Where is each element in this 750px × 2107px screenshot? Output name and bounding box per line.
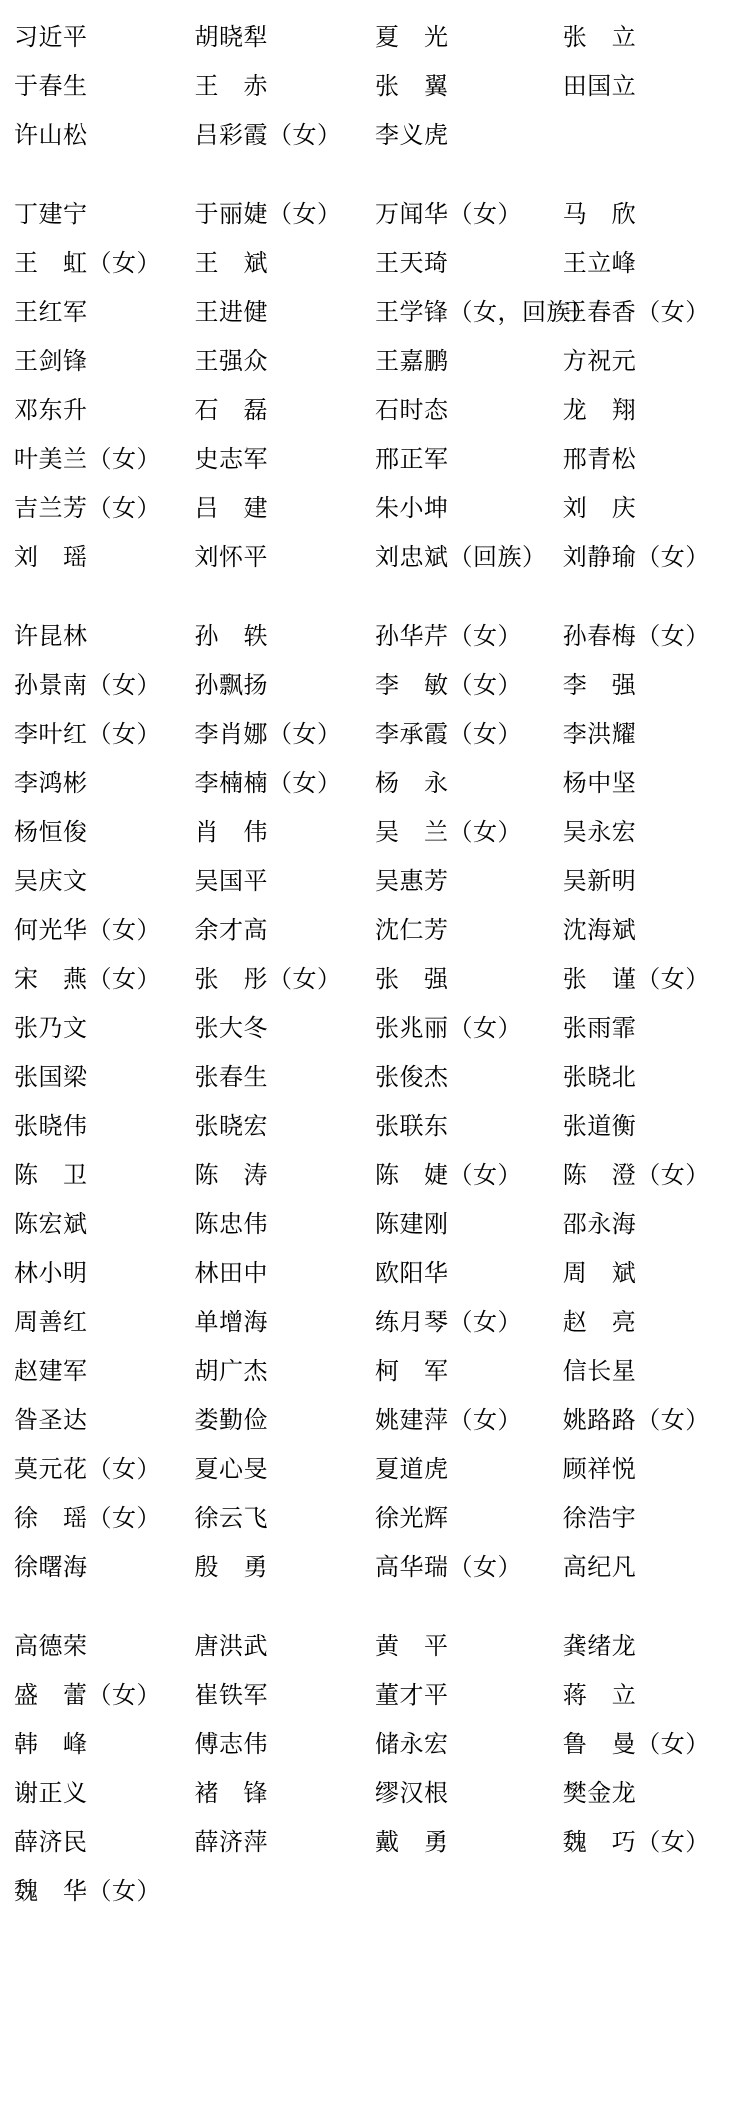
table-row: [14, 1864, 736, 1913]
name-cell: 高德荣: [14, 1632, 88, 1660]
name-cell: 莫元花（女）: [14, 1455, 161, 1483]
name-cell: 谢正义: [14, 1779, 88, 1807]
name-cell: 单增海: [194, 1308, 268, 1336]
name-cell: 王强众: [194, 347, 268, 375]
table-row: [14, 1148, 736, 1197]
table-row: [14, 187, 736, 236]
name-cell: 陈建刚: [375, 1210, 449, 1238]
name-cell: 李义虎: [375, 121, 449, 149]
name-cell: 徐浩宇: [562, 1504, 637, 1532]
name-cell: 张 彤（女）: [194, 965, 342, 993]
name-cell: 储永宏: [375, 1730, 449, 1758]
name-roster-table: [14, 10, 736, 1913]
group-spacer: [14, 579, 736, 609]
name-cell: 张春生: [194, 1063, 268, 1091]
name-cell: 张兆丽（女）: [375, 1014, 522, 1042]
table-row: [14, 481, 736, 530]
name-cell: 娄勤俭: [194, 1406, 268, 1434]
table-row: [14, 10, 736, 59]
name-cell: 孙华芹（女）: [375, 622, 522, 650]
name-cell: 王学锋（女，回族）: [375, 298, 596, 326]
name-cell: 龚绪龙: [562, 1632, 637, 1660]
table-row: [14, 236, 736, 285]
name-cell: 张晓北: [562, 1063, 637, 1091]
name-cell: 方祝元: [562, 347, 637, 375]
name-cell: 邓东升: [14, 396, 88, 424]
name-cell: 顾祥悦: [562, 1455, 637, 1483]
name-cell: 刘忠斌（回族）: [375, 543, 547, 571]
table-row: [14, 383, 736, 432]
table-row: [14, 1717, 736, 1766]
name-cell: [375, 1864, 563, 1913]
name-cell: 蒋 立: [562, 1681, 637, 1709]
name-cell: 黄 平: [375, 1632, 449, 1660]
table-row: [14, 1246, 736, 1295]
name-cell: 朱小坤: [375, 494, 449, 522]
table-row: [14, 1442, 736, 1491]
table-row: [14, 530, 736, 579]
name-cell: 邢正军: [375, 445, 449, 473]
name-cell: 许昆林: [14, 622, 88, 650]
name-cell: 沈海斌: [562, 916, 637, 944]
name-cell: 宋 燕（女）: [14, 965, 161, 993]
name-cell: 殷 勇: [194, 1553, 268, 1581]
name-cell: 徐光辉: [375, 1504, 449, 1532]
table-row: [14, 707, 736, 756]
name-cell: 樊金龙: [562, 1779, 637, 1807]
table-row: [14, 1766, 736, 1815]
name-cell: [195, 1864, 376, 1913]
name-cell: 王 斌: [194, 249, 268, 277]
name-cell: 杨 永: [375, 769, 449, 797]
name-cell: 徐云飞: [194, 1504, 268, 1532]
name-cell: 赵 亮: [562, 1308, 637, 1336]
table-row: [14, 1197, 736, 1246]
table-row: [14, 1001, 736, 1050]
name-cell: 吴永宏: [562, 818, 637, 846]
name-roster-body: [14, 10, 736, 1913]
name-cell: 吴惠芳: [375, 867, 449, 895]
table-row: [14, 1668, 736, 1717]
name-cell: 魏 华（女）: [14, 1877, 161, 1905]
table-row: [14, 1099, 736, 1148]
name-cell: 陈 澄（女）: [562, 1161, 710, 1189]
table-row: [14, 1295, 736, 1344]
name-cell: 王立峰: [562, 249, 637, 277]
name-cell: 高纪凡: [562, 1553, 637, 1581]
name-cell: 林田中: [194, 1259, 268, 1287]
name-cell: 鲁 曼（女）: [562, 1730, 710, 1758]
name-cell: 石时态: [375, 396, 449, 424]
name-cell: 叶美兰（女）: [14, 445, 161, 473]
name-cell: 张道衡: [562, 1112, 637, 1140]
name-cell: 欧阳华: [375, 1259, 449, 1287]
name-cell: 张乃文: [14, 1014, 88, 1042]
name-cell: 李洪耀: [562, 720, 637, 748]
name-cell: 吴 兰（女）: [375, 818, 522, 846]
name-cell: 李 敏（女）: [375, 671, 522, 699]
name-cell: 吴新明: [562, 867, 637, 895]
name-cell: 刘 庆: [562, 494, 637, 522]
name-cell: 丁建宁: [14, 200, 88, 228]
table-row: [14, 1050, 736, 1099]
name-cell: 褚 锋: [194, 1779, 268, 1807]
name-cell: 龙 翔: [562, 396, 637, 424]
name-cell: 夏 光: [375, 23, 449, 51]
name-cell: 张晓伟: [14, 1112, 88, 1140]
name-cell: 万闻华（女）: [375, 200, 522, 228]
name-cell: 张雨霏: [562, 1014, 637, 1042]
name-cell: 李 强: [562, 671, 637, 699]
name-cell: 柯 军: [375, 1357, 449, 1385]
table-row: [14, 334, 736, 383]
name-cell: 张俊杰: [375, 1063, 449, 1091]
table-row: [14, 108, 736, 157]
name-cell: 徐曙海: [14, 1553, 88, 1581]
name-cell: 张 立: [562, 23, 637, 51]
name-cell: 姚路路（女）: [562, 1406, 710, 1434]
name-cell: 张 谨（女）: [562, 965, 710, 993]
name-cell: 缪汉根: [375, 1779, 449, 1807]
name-cell: 李肖娜（女）: [194, 720, 342, 748]
name-cell: 周善红: [14, 1308, 88, 1336]
group-spacer: [14, 157, 736, 187]
name-cell: 张大冬: [194, 1014, 268, 1042]
table-row: [14, 1619, 736, 1668]
name-cell: 孙春梅（女）: [562, 622, 710, 650]
name-cell: 习近平: [14, 23, 88, 51]
name-cell: [563, 108, 736, 157]
name-cell: [563, 1864, 736, 1913]
name-cell: 薛济民: [14, 1828, 88, 1856]
name-cell: 刘静瑜（女）: [562, 543, 710, 571]
name-cell: 董才平: [375, 1681, 449, 1709]
name-cell: 余才高: [194, 916, 268, 944]
name-cell: 傅志伟: [194, 1730, 268, 1758]
name-cell: 胡晓犁: [194, 23, 268, 51]
name-cell: 薛济萍: [194, 1828, 268, 1856]
name-cell: 陈忠伟: [194, 1210, 268, 1238]
name-cell: 张国梁: [14, 1063, 88, 1091]
name-cell: 邢青松: [562, 445, 637, 473]
name-cell: 吴庆文: [14, 867, 88, 895]
name-cell: 孙飘扬: [194, 671, 268, 699]
name-cell: 许山松: [14, 121, 88, 149]
name-cell: 邵永海: [562, 1210, 637, 1238]
name-cell: 夏道虎: [375, 1455, 449, 1483]
name-cell: 李楠楠（女）: [194, 769, 342, 797]
name-cell: 赵建军: [14, 1357, 88, 1385]
name-cell: 田国立: [562, 72, 637, 100]
name-cell: 张 强: [375, 965, 449, 993]
name-cell: 戴 勇: [375, 1828, 449, 1856]
table-row: [14, 1344, 736, 1393]
name-cell: 石 磊: [194, 396, 268, 424]
table-row: [14, 285, 736, 334]
name-cell: 高华瑞（女）: [375, 1553, 522, 1581]
name-cell: 王进健: [194, 298, 268, 326]
name-cell: 杨恒俊: [14, 818, 88, 846]
name-cell: 陈 卫: [14, 1161, 88, 1189]
table-row: [14, 854, 736, 903]
name-cell: 李鸿彬: [14, 769, 88, 797]
name-cell: 杨中坚: [562, 769, 637, 797]
name-cell: 刘 瑶: [14, 543, 88, 571]
name-cell: 王 虹（女）: [14, 249, 161, 277]
name-cell: 吉兰芳（女）: [14, 494, 161, 522]
name-cell: 胡广杰: [194, 1357, 268, 1385]
name-cell: 张联东: [375, 1112, 449, 1140]
name-cell: 史志军: [194, 445, 268, 473]
name-cell: 于春生: [14, 72, 88, 100]
table-row: [14, 658, 736, 707]
table-row: [14, 952, 736, 1001]
name-cell: 林小明: [14, 1259, 88, 1287]
name-cell: 周 斌: [562, 1259, 637, 1287]
name-cell: 崔铁军: [194, 1681, 268, 1709]
name-cell: 韩 峰: [14, 1730, 88, 1758]
name-cell: 张 翼: [375, 72, 449, 100]
name-cell: 盛 蕾（女）: [14, 1681, 161, 1709]
name-cell: 信长星: [562, 1357, 637, 1385]
name-cell: 张晓宏: [194, 1112, 268, 1140]
name-cell: 王天琦: [375, 249, 449, 277]
name-cell: 昝圣达: [14, 1406, 88, 1434]
name-cell: 李叶红（女）: [14, 720, 161, 748]
table-row: [14, 432, 736, 481]
name-cell: 吕 建: [194, 494, 268, 522]
name-cell: 徐 瑶（女）: [14, 1504, 161, 1532]
name-cell: 王红军: [14, 298, 88, 326]
name-cell: 李承霞（女）: [375, 720, 522, 748]
name-cell: 于丽婕（女）: [194, 200, 342, 228]
name-cell: 王 赤: [194, 72, 268, 100]
name-cell: 刘怀平: [194, 543, 268, 571]
name-cell: 沈仁芳: [375, 916, 449, 944]
name-cell: 王嘉鹏: [375, 347, 449, 375]
name-cell: 肖 伟: [194, 818, 268, 846]
name-cell: 吴国平: [194, 867, 268, 895]
name-cell: 王剑锋: [14, 347, 88, 375]
name-cell: 孙 轶: [194, 622, 268, 650]
table-row: [14, 1815, 736, 1864]
group-spacer: [14, 1589, 736, 1619]
name-cell: 何光华（女）: [14, 916, 161, 944]
name-cell: 陈 涛: [194, 1161, 268, 1189]
name-cell: 王春香（女）: [562, 298, 710, 326]
table-row: [14, 59, 736, 108]
name-cell: 练月琴（女）: [375, 1308, 522, 1336]
table-row: [14, 805, 736, 854]
table-row: [14, 609, 736, 658]
table-row: [14, 1491, 736, 1540]
name-cell: 姚建萍（女）: [375, 1406, 522, 1434]
name-cell: 夏心旻: [194, 1455, 268, 1483]
name-cell: 陈宏斌: [14, 1210, 88, 1238]
table-row: [14, 1393, 736, 1442]
name-cell: 魏 巧（女）: [562, 1828, 710, 1856]
name-cell: 马 欣: [562, 200, 637, 228]
table-row: [14, 756, 736, 805]
name-cell: 陈 婕（女）: [375, 1161, 522, 1189]
table-row: [14, 903, 736, 952]
table-row: [14, 1540, 736, 1589]
name-cell: 孙景南（女）: [14, 671, 161, 699]
name-cell: 唐洪武: [194, 1632, 268, 1660]
name-cell: 吕彩霞（女）: [194, 121, 342, 149]
